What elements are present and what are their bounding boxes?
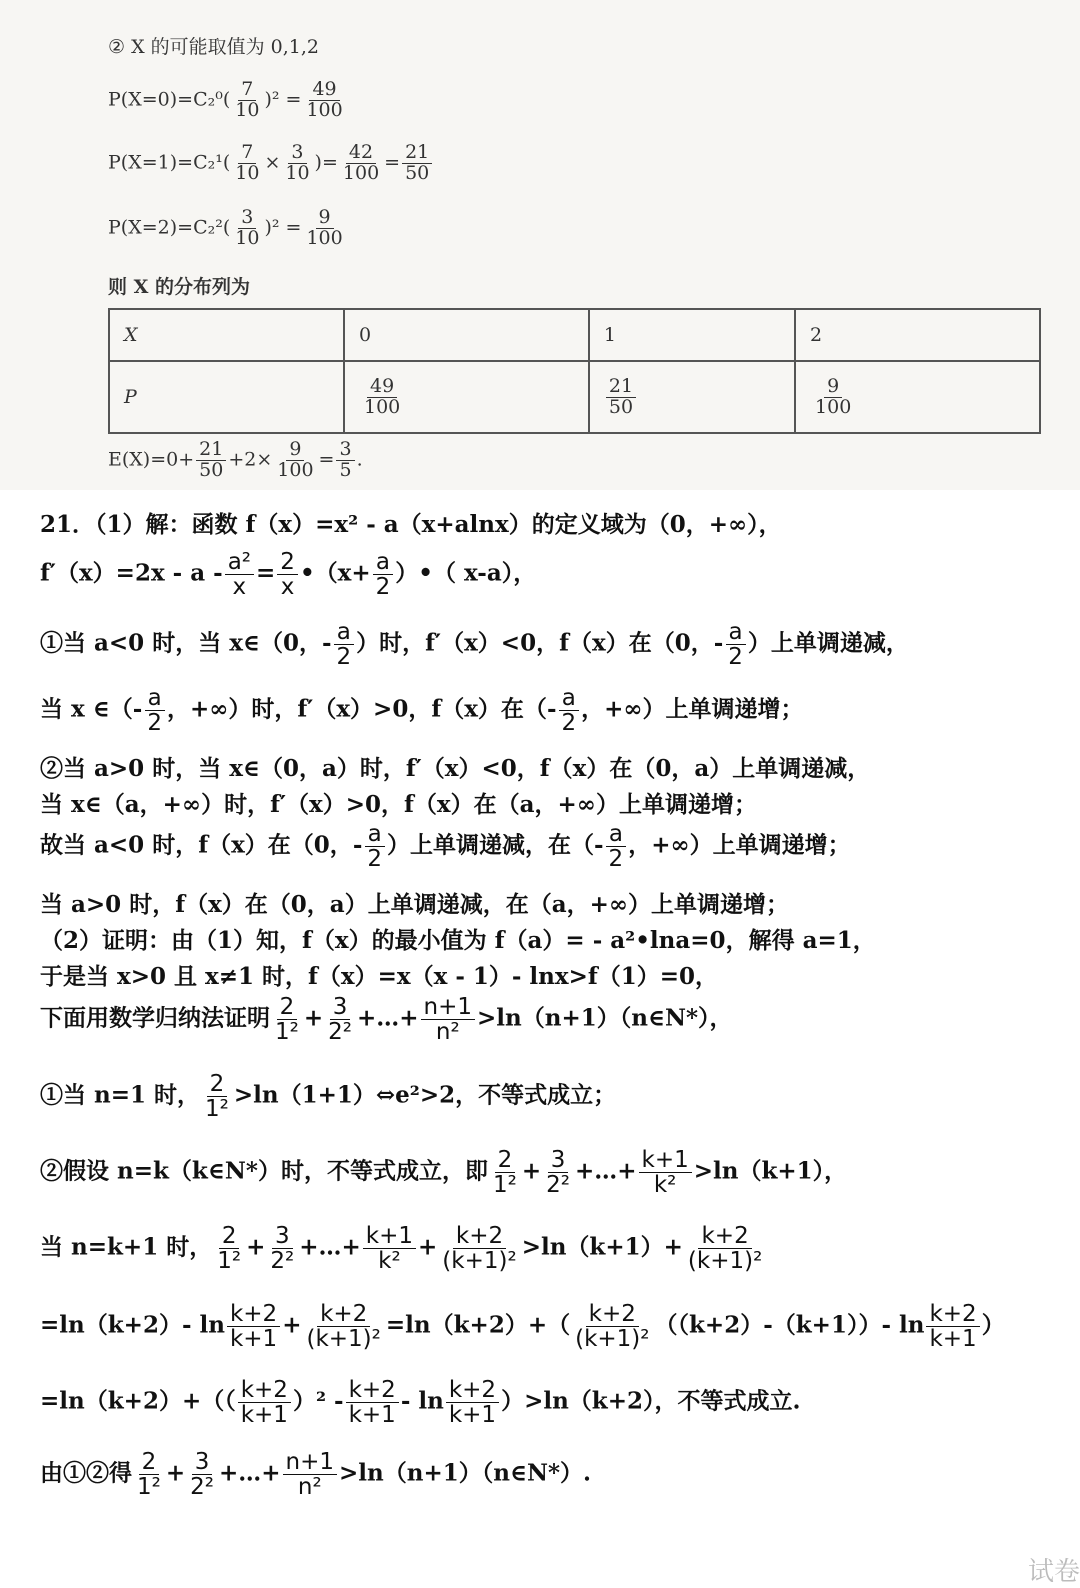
q21-line-2: f′（x）=2x - a - $\frac{\text{a²}}{x}$ = $\frac{2}{x}$ •（x+ $\frac{a}{2}$ ）•（ x-a），: [40, 549, 537, 601]
table-cell: 0: [344, 309, 589, 361]
p-x2-formula: P(X=2)=C₂²( $\frac{3}{10}$ )² = $\frac{9}{100}$: [108, 206, 343, 249]
p-x1-formula: P(X=1)=C₂¹( $\frac{7}{10}$ × $\frac{3}{10}$ )= $\frac{42}{100}$ = $\frac{21}{50}$: [108, 143, 434, 184]
q21-line-16: =ln（k+2）+（（ $\frac{k+2}{k+1}$ ）² - $\frac{k+2}{k+1}$ - ln $\frac{k+2}{k+1}$ ）>ln（k+2），不等式成立.: [40, 1377, 801, 1429]
q21-line-17: 由①②得 $\frac{2}{\text{1²}}$ + $\frac{3}{\text{2²}}$ +…+ $\frac{n+1}{\text{n²}}$ >ln（n+1）（n∈N*）.: [40, 1449, 592, 1501]
table-cell: 2: [795, 309, 1040, 361]
expectation-formula: E(X)=0+ $\frac{21}{50}$ +2× $\frac{9}{100}$ = $\frac{3}{5}$ .: [108, 438, 363, 481]
q21-line-15: =ln（k+2）- ln $\frac{k+2}{k+1}$ + $\frac{k+2}{\text{(k+1)²}}$ =ln（k+2）+（ $\frac{k+2}{\text{(k+1)²}}$ （（k+2）-（k+1））- ln $\frac{k+2}{k+1}$ ）: [40, 1301, 1005, 1353]
q21-line-14: 当 n=k+1 时， $\frac{2}{\text{1²}}$ + $\frac{3}{\text{2²}}$ +…+ $\frac{k+1}{\text{k²}}$ + $\frac{k+2}{\text{(k+1)²}}$ >ln（k+1）+ $\frac{k+2}{\text{(k+1)²}}$: [40, 1223, 763, 1275]
table-cell: $\frac{21}{50}$: [589, 361, 795, 433]
table-cell: X: [109, 309, 344, 361]
table-cell: $\frac{49}{100}$: [344, 361, 589, 433]
q21-line-7: 故当 a<0 时，f（x）在（0，- $\frac{a}{2}$ ）上单调递减，在（- $\frac{a}{2}$ ，+∞）上单调递增；: [40, 821, 851, 873]
q21-line-11: 下面用数学归纳法证明 $\frac{2}{\text{1²}}$ + $\frac{3}{\text{2²}}$ +…+ $\frac{n+1}{\text{n²}}$ >ln（n+1）（n∈N*），: [40, 994, 733, 1046]
table-cell: P: [109, 361, 344, 433]
q21-line-6: 当 x∈（a，+∞）时，f′（x）>0，f（x）在（a，+∞）上单调递增；: [40, 791, 757, 818]
q21-line-3: ①当 a<0 时，当 x∈（0，- $\frac{a}{2}$ ）时，f′（x）<0，f（x）在（0，- $\frac{a}{2}$ ）上单调递减，: [40, 619, 909, 671]
p-x0-formula: P(X=0)=C₂⁰( $\frac{7}{10}$ )² = $\frac{49}{100}$: [108, 78, 343, 121]
table-row: [109, 309, 1040, 361]
table-cell: 1: [589, 309, 795, 361]
q21-line-9: （2）证明：由（1）知，f（x）的最小值为 f（a）= - a²•lna=0，解得 a=1，: [40, 927, 876, 954]
table-row: [109, 361, 1040, 433]
distribution-table: [108, 308, 1041, 434]
q21-line-4: 当 x ∈（- $\frac{a}{2}$ ，+∞）时，f′（x）>0，f（x）在（- $\frac{a}{2}$ ，+∞）上单调递增；: [40, 685, 804, 737]
distribution-label: 则 X 的分布列为: [108, 276, 250, 298]
q21-line-12: ①当 n=1 时， $\frac{2}{\text{1²}}$ >ln（1+1）⇔e²>2，不等式成立；: [40, 1071, 617, 1123]
q21-line-8: 当 a>0 时，f（x）在（0，a）上单调递减，在（a，+∞）上单调递增；: [40, 891, 790, 918]
q21-line-13: ②假设 n=k（k∈N*）时，不等式成立，即 $\frac{2}{\text{1²}}$ + $\frac{3}{\text{2²}}$ +…+ $\frac{k+1}{\text{k²}}$ >ln（k+1），: [40, 1147, 848, 1199]
q21-line-1: 21．（1）解：函数 f（x）=x² - a（x+alnx）的定义域为（0，+∞），: [40, 511, 782, 538]
table-cell: $\frac{9}{100}$: [795, 361, 1040, 433]
possible-values-line: ② X 的可能取值为 0,1,2: [108, 36, 320, 58]
corner-label: 试卷: [1027, 1557, 1080, 1587]
q21-line-5: ②当 a>0 时，当 x∈（0，a）时，f′（x）<0，f（x）在（0，a）上单调递减，: [40, 755, 871, 782]
q21-line-10: 于是当 x>0 且 x≠1 时，f（x）=x（x - 1）- lnx>f（1）=0，: [40, 963, 719, 990]
